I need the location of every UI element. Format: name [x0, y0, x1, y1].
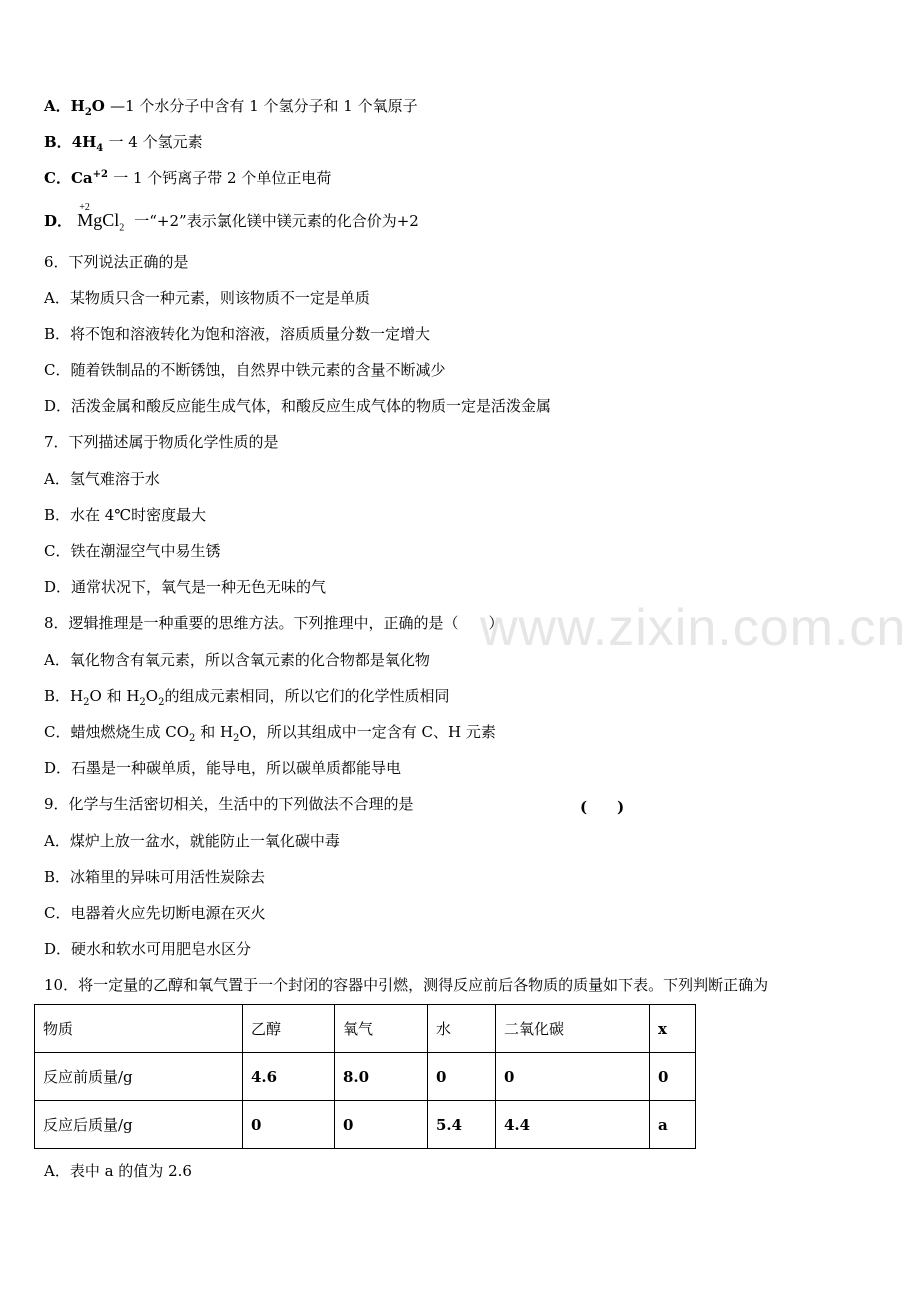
q9-answer-paren: ( ): [580, 798, 625, 816]
q9-option-c: C．电器着火应先切断电源在灭火: [44, 904, 266, 922]
q7-stem: 7．下列描述属于物质化学性质的是: [44, 433, 279, 451]
q7-option-c: C．铁在潮湿空气中易生锈: [44, 542, 221, 560]
table-cell: a: [650, 1101, 696, 1149]
table-cell: 4.6: [243, 1053, 335, 1101]
table-cell: 反应后质量/g: [35, 1101, 243, 1149]
table-cell: 4.4: [496, 1101, 650, 1149]
q8-option-d: D．石墨是一种碳单质，能导电，所以碳单质都能导电: [44, 759, 402, 777]
table-row: [35, 1053, 696, 1101]
table-header-row: [35, 1005, 696, 1053]
q9-stem: 9．化学与生活密切相关，生活中的下列做法不合理的是: [44, 795, 414, 813]
q10-option-a: A．表中 a 的值为 2.6: [44, 1162, 192, 1180]
prev-option-c: C．$Ca^{+2}$ 一 1 个钙离子带 2 个单位正电荷: [44, 169, 332, 187]
q6-option-b: B．将不饱和溶液转化为饱和溶液，溶质质量分数一定增大: [44, 325, 431, 343]
mgcl2-formula: +2 MgCl$_2$: [77, 202, 125, 234]
table-header-cell: 乙醇: [243, 1005, 335, 1053]
q8-option-b: B．$H_2O$ 和 $H_2O_2$的组成元素相同，所以它们的化学性质相同: [44, 687, 450, 708]
q8-option-a: A．氧化物含有氧元素，所以含氧元素的化合物都是氧化物: [44, 651, 430, 669]
table-cell: 反应前质量/g: [35, 1053, 243, 1101]
q9-option-b: B．冰箱里的异味可用活性炭除去: [44, 868, 266, 886]
prev-option-b: B．$4H_4$ 一 4 个氢元素: [44, 133, 203, 154]
q9-option-a: A．煤炉上放一盆水，就能防止一氧化碳中毒: [44, 832, 340, 850]
q6-option-c: C．随着铁制品的不断锈蚀，自然界中铁元素的含量不断减少: [44, 361, 446, 379]
q10-stem: 10．将一定量的乙醇和氧气置于一个封闭的容器中引燃，测得反应前后各物质的质量如下表。下列判断正确为: [44, 976, 769, 994]
table-row: [35, 1101, 696, 1149]
table-cell: 0: [650, 1053, 696, 1101]
table-cell: 5.4: [428, 1101, 496, 1149]
q6-option-a: A．某物质只含一种元素，则该物质不一定是单质: [44, 289, 370, 307]
q7-option-b: B．水在 4℃时密度最大: [44, 506, 207, 524]
table-cell: 0: [335, 1101, 428, 1149]
table-header-cell: x: [650, 1005, 696, 1053]
table-cell: 0: [496, 1053, 650, 1101]
mass-table: [34, 1004, 696, 1149]
q7-option-d: D．通常状况下，氧气是一种无色无味的气: [44, 578, 327, 596]
table-cell: 8.0: [335, 1053, 428, 1101]
table-header-cell: 水: [428, 1005, 496, 1053]
q6-option-d: D．活泼金属和酸反应能生成气体，和酸反应生成气体的物质一定是活泼金属: [44, 397, 552, 415]
q6-stem: 6．下列说法正确的是: [44, 253, 189, 271]
q8-option-c: C．蜡烛燃烧生成 $CO_2$ 和 $H_2O$，所以其组成中一定含有 C、H 元素: [44, 723, 496, 744]
table-header-cell: 物质: [35, 1005, 243, 1053]
table-cell: 0: [243, 1101, 335, 1149]
q7-option-a: A．氢气难溶于水: [44, 470, 160, 488]
table-header-cell: 二氧化碳: [496, 1005, 650, 1053]
q8-stem: 8．逻辑推理是一种重要的思维方法。下列推理中，正确的是（ ）: [44, 614, 504, 632]
table-cell: 0: [428, 1053, 496, 1101]
prev-option-a: A．$H_2O$ —1 个水分子中含有 1 个氢分子和 1 个氧原子: [44, 97, 418, 118]
watermark: www.zixin.com.cn: [480, 599, 907, 657]
q9-option-d: D．硬水和软水可用肥皂水区分: [44, 940, 252, 958]
table-header-cell: 氧气: [335, 1005, 428, 1053]
prev-option-d: D． +2 MgCl$_2$ 一“+2”表示氯化镁中镁元素的化合价为+2: [44, 202, 419, 234]
